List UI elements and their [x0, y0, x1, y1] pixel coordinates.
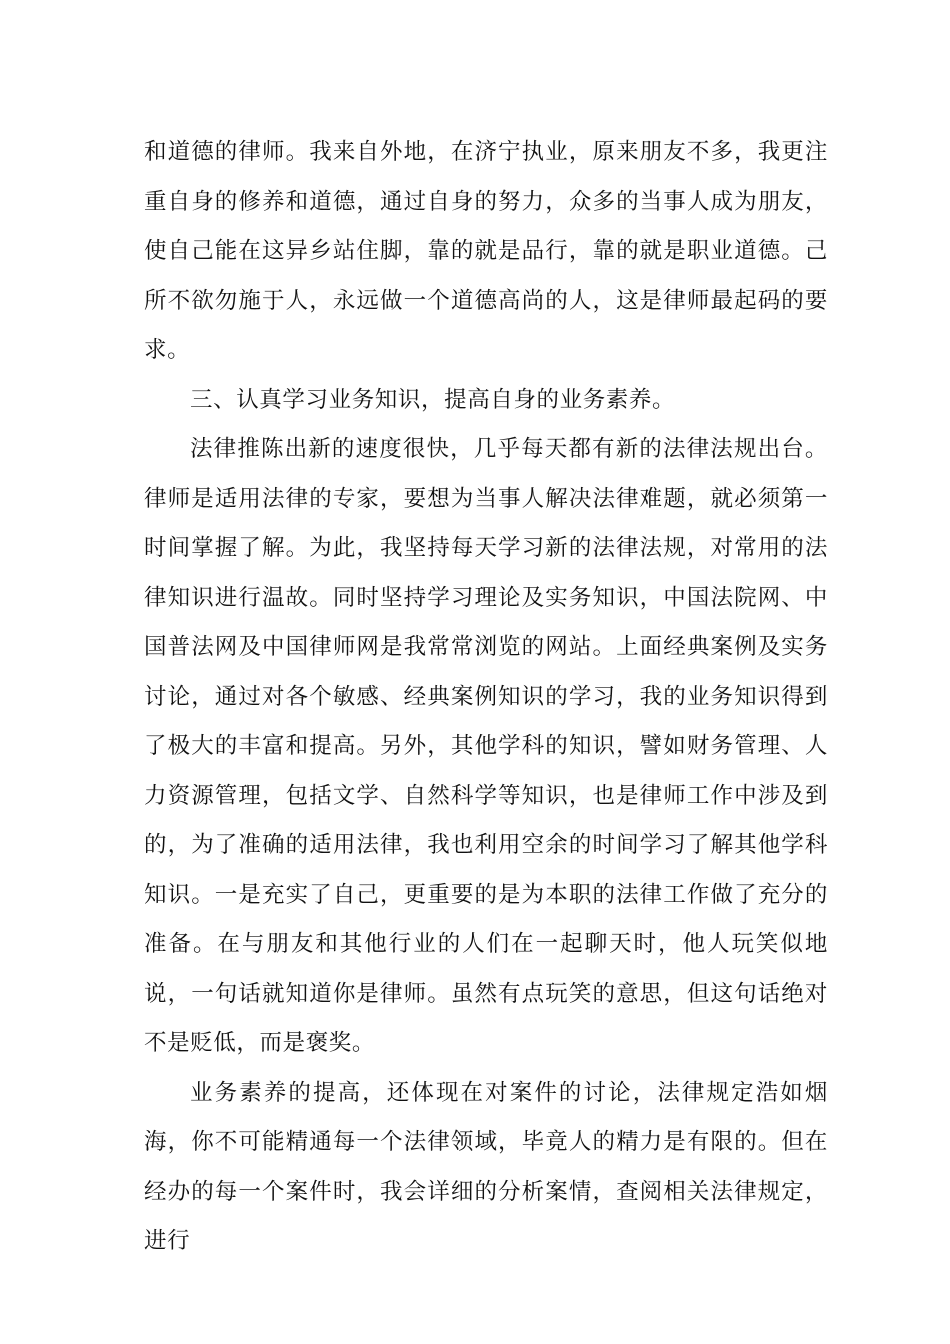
- paragraph-continuation: 和道德的律师。我来自外地，在济宁执业，原来朋友不多，我更注重自身的修养和道德，通过自身的努力，众多的当事人成为朋友，使自己能在这异乡站住脚，靠的就是品行，靠的就是职业道德。己所不欲勿施于人，永远做一个道德高尚的人，这是律师最起码的要求。: [144, 139, 828, 363]
- document-body: [144, 128, 828, 1267]
- section-heading: 三、认真学习业务知识，提高自身的业务素养。: [190, 386, 676, 413]
- paragraph: 法律推陈出新的速度很快，几乎每天都有新的法律法规出台。律师是适用法律的专家，要想为当事人解决法律难题，就必须第一时间掌握了解。为此，我坚持每天学习新的法律法规，对常用的法律知识进行温故。同时坚持学习理论及实务知识，中国法院网、中国普法网及中国律师网是我常常浏览的网站。上面经典案例及实务讨论，通过对各个敏感、经典案例知识的学习，我的业务知识得到了极大的丰富和提高。另外，其他学科的知识，譬如财务管理、人力资源管理，包括文学、自然科学等知识，也是律师工作中涉及到的，为了准确的适用法律，我也利用空余的时间学习了解其他学科知识。一是充实了自己，更重要的是为本职的法律工作做了充分的准备。在与朋友和其他行业的人们在一起聊天时，他人玩笑似地说，一句话就知道你是律师。虽然有点玩笑的意思，但这句话绝对不是贬低，而是褒奖。: [144, 436, 828, 1056]
- paragraph: 业务素养的提高，还体现在对案件的讨论，法律规定浩如烟海，你不可能精通每一个法律领域，毕竟人的精力是有限的。但在经办的每一个案件时，我会详细的分析案情，查阅相关法律规定，进行: [144, 1079, 828, 1254]
